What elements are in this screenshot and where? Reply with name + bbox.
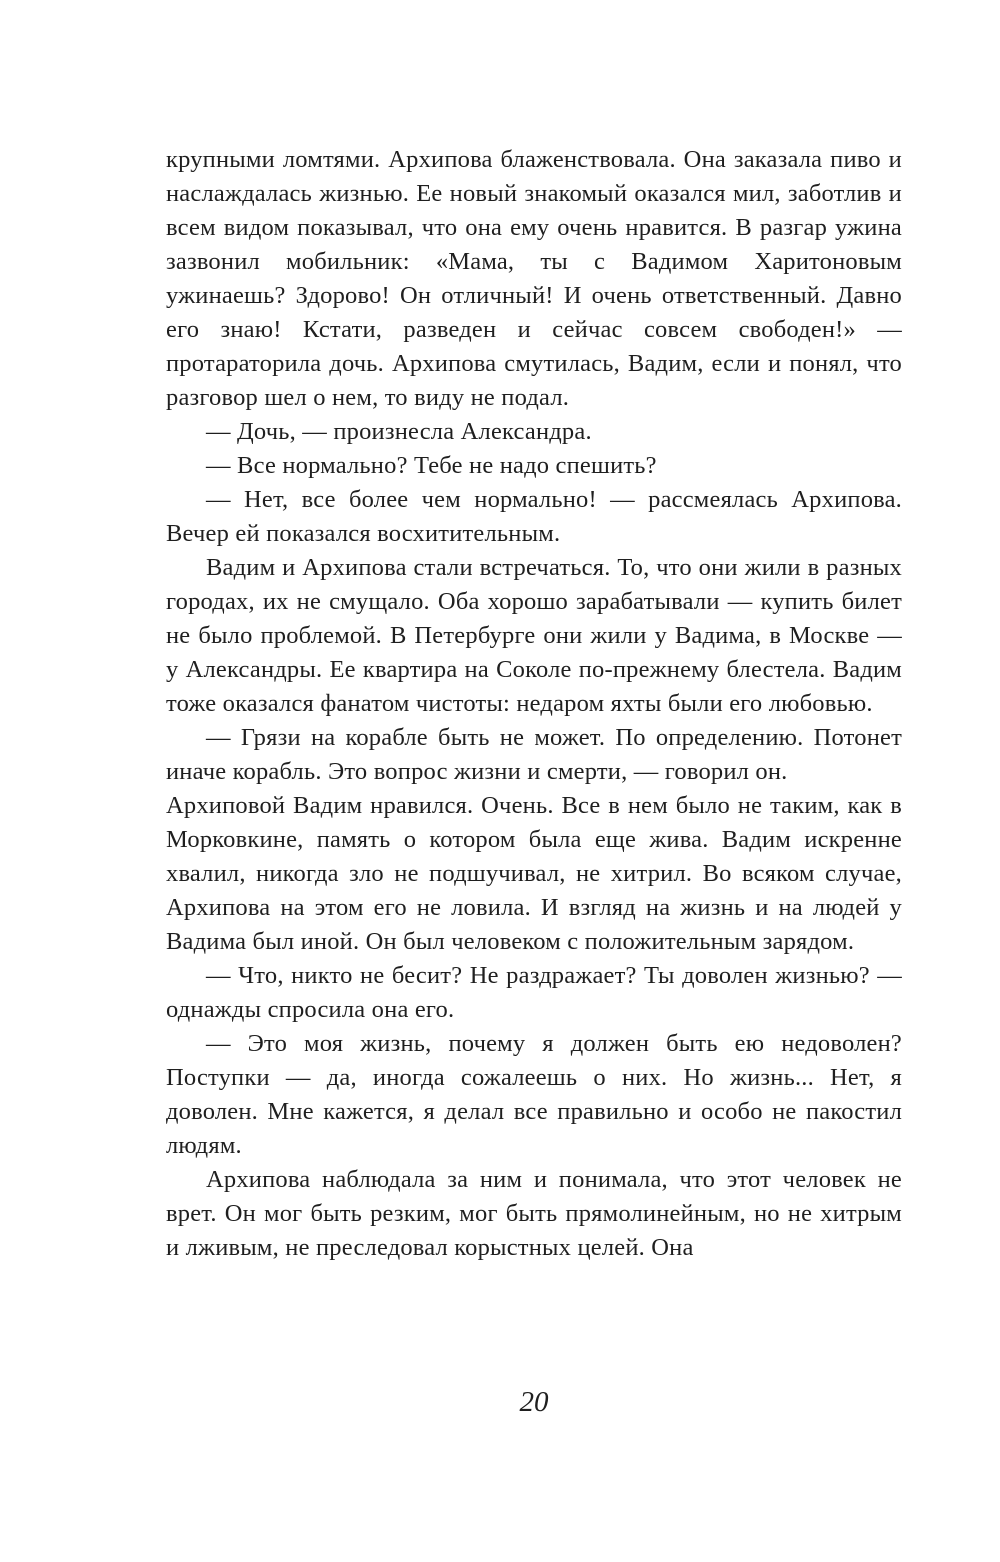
paragraph: Архиповой Вадим нравился. Очень. Все в нем было не таким, как в Морковкине, память о котором была еще жива. Вадим искренне хвалил, никогда зло не подшучивал, не хитрил. Во всяком случае, Архипова на этом его не ловила. И взгляд на жизнь и на людей у Вадима был иной. Он был человеком с положительным зарядом. <box>166 792 902 955</box>
paragraph: Архипова наблюдала за ним и понимала, что этот человек не врет. Он мог быть резким, мог быть прямолинейным, но не хитрым и лживым, не преследовал корыстных целей. Она <box>166 1166 902 1261</box>
paragraph-dialogue: — Что, никто не бесит? Не раздражает? Ты доволен жизнью? — однажды спросила она его. <box>166 962 902 1023</box>
paragraph-dialogue: — Это моя жизнь, почему я должен быть ею недоволен? Поступки — да, иногда сожалеешь о них. Но жизнь... Нет, я доволен. Мне кажется, я делал все правильно и особо не пакостил людям. <box>166 1030 902 1159</box>
page-number: 20 <box>519 1386 549 1418</box>
text-block <box>166 143 902 1265</box>
paragraph-dialogue: — Грязи на корабле быть не может. По определению. Потонет иначе корабль. Это вопрос жизни и смерти, — говорил он. <box>166 724 902 785</box>
paragraph-dialogue: — Все нормально? Тебе не надо спешить? <box>206 452 657 479</box>
paragraph: крупными ломтями. Архипова блаженствовала. Она заказала пиво и наслаждалась жизнью. Ее новый знакомый оказался мил, заботлив и всем видом показывал, что она ему очень нравится. В разгар ужина зазвонил мобильник: «Мама, ты с Вадимом Харитоновым ужинаешь? Здорово! Он отличный! И очень ответственный. Давно его знаю! Кстати, разведен и сейчас совсем свободен!» — протараторила дочь. Архипова смутилась, Вадим, если и понял, что разговор шел о нем, то виду не подал. <box>166 146 902 411</box>
paragraph-dialogue: — Дочь, — произнесла Александра. <box>206 418 592 445</box>
paragraph-dialogue: — Нет, все более чем нормально! — рассмеялась Архипова. Вечер ей показался восхитительным. <box>166 486 902 547</box>
paragraph: Вадим и Архипова стали встречаться. То, что они жили в разных городах, их не смущало. Оба хорошо зарабатывали — купить билет не было проблемой. В Петербурге они жили у Вадима, в Москве — у Александры. Ее квартира на Соколе по-прежнему блестела. Вадим тоже оказался фанатом чистоты: недаром яхты были его любовью. <box>166 554 902 717</box>
